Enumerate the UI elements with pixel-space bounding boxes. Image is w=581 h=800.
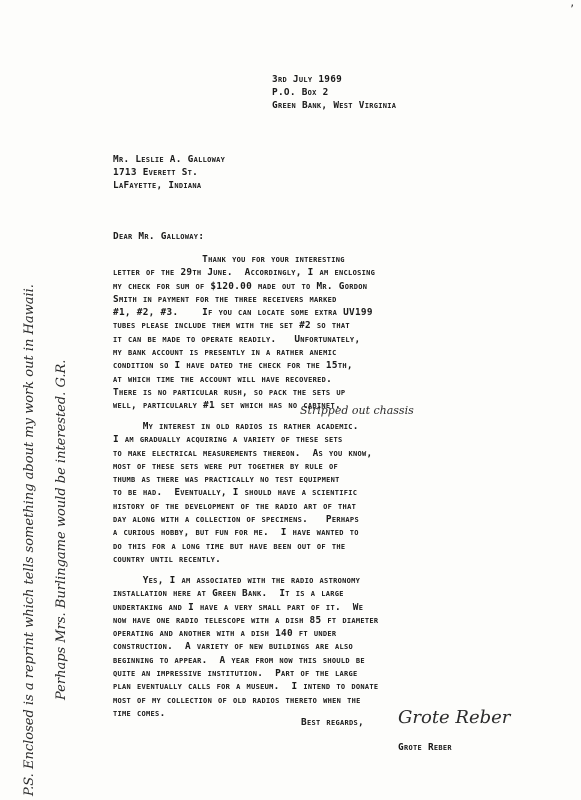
sender-location: Green Bank, West Virginia xyxy=(272,100,397,111)
handwritten-insert: Stripped out chassis xyxy=(300,404,414,417)
paragraph-3: Yes, I am associated with the radio astronomy installation here at Green Bank. It is a large undertaking and I have a very small part of it. We now have one radio telescope with a dish 85 ft diameter operating and another with a dish 140 ft under construction. A variety of new buildings are also beginning to appear. A year from now this should be quite an impressive institution. Part of the large plan eventually calls for a museum. I intend to donate most of my collection of old radios thereto when the time comes. xyxy=(113,575,379,719)
recipient-name: Mr. Leslie A. Galloway xyxy=(113,154,226,165)
margin-note-line-2: Perhaps Mrs. Burlingame would be interested. G.R. xyxy=(54,359,69,700)
sender-po-box: P.O. Box 2 xyxy=(272,87,329,98)
salutation: Dear Mr. Galloway: xyxy=(113,231,205,242)
paragraph-2: My interest in old radios is rather academic. I am gradually acquiring a variety of these sets to make electrical measurements thereon. As you know, most of these sets were put together by rule of thumb as there was practically no test equipment to be had. Eventually, I should have a scientific history of the development of the radio art of that day along with a collection of specimens. Perhaps a curious hobby, but fun for me. I have wanted to do this for a long time but have been out of the country until recently. xyxy=(113,421,373,565)
paragraph-1: Thank you for your interesting letter of the 29th June. Accordingly, I am enclosing my check for sum of $120.00 made out to Mr. Gordon Smith in payment for the three receivers marked #1, #2, #3. If you can locate some extra UV199 tubes please include them with the set #2 so that it can be made to operate readily. Unfortunately, my bank account is presently in a rather anemic condition so I have dated the check for the 15th, at which time the account will have recovered. There is no particular rush, so pack the sets up well, particularly #1 set which has no cabinet. xyxy=(113,254,376,412)
letter-date: 3rd July 1969 xyxy=(272,74,343,85)
signer-name: Grote Reber xyxy=(398,742,452,753)
recipient-city: LaFayette, Indiana xyxy=(113,180,202,191)
corner-mark: ’ xyxy=(568,4,575,15)
signature: Grote Reber xyxy=(398,707,511,728)
closing: Best regards, xyxy=(301,717,364,728)
margin-note-line-1: P.S. Enclosed is a reprint which tells something about my work out in Hawaii. xyxy=(22,284,37,796)
recipient-street: 1713 Everett St. xyxy=(113,167,199,178)
